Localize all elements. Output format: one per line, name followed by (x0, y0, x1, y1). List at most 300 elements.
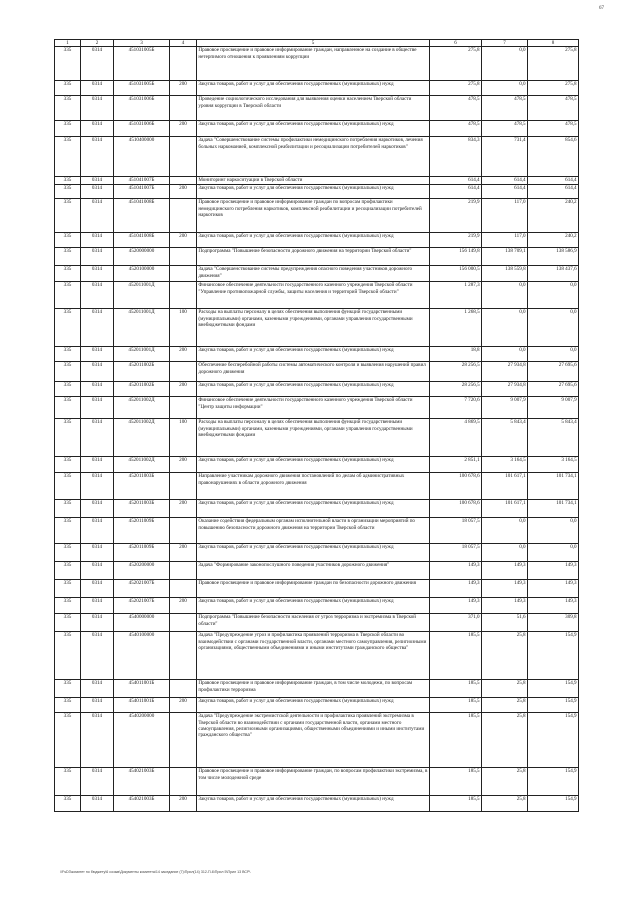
target-article-cell: 452011002Б (114, 382, 170, 397)
amount-year2-cell: 138 559,8 (482, 266, 528, 282)
table-body (55, 47, 579, 812)
expense-type-cell (170, 562, 197, 580)
table-row (55, 500, 579, 518)
table-row (55, 698, 579, 713)
target-article-cell: 452011002Д (114, 457, 170, 473)
budget-table (54, 39, 579, 812)
ministry-code-cell: 335 (55, 419, 81, 457)
target-article-cell: 454021003Б (114, 796, 170, 812)
ministry-code-cell: 335 (55, 96, 81, 121)
amount-year3-cell: 478,5 (528, 121, 579, 137)
ministry-code-cell: 335 (55, 614, 81, 632)
section-code-cell: 0314 (81, 544, 114, 562)
description-cell: Задача "Совершенствование системы профилактики немедицинского потребления наркотиков, лечения больных наркоманией, комплексной реабилитации и ресоциализации потребителей наркотиков" (197, 137, 430, 177)
expense-type-cell: 100 (170, 309, 197, 347)
amount-year3-cell: 154,9 (528, 796, 579, 812)
amount-year2-cell: 731,4 (482, 137, 528, 177)
ministry-code-cell: 335 (55, 473, 81, 500)
description-cell: Финансовое обеспечение деятельности государственного казенного учреждения Тверской области "Управление противопожарной службы, защиты населения и территорий Тверской области" (197, 282, 430, 309)
amount-year3-cell: 101 734,1 (528, 473, 579, 500)
amount-year1-cell: 100 678,6 (430, 473, 482, 500)
section-code-cell: 0314 (81, 266, 114, 282)
amount-year1-cell: 1 287,3 (430, 282, 482, 309)
description-cell: Расходы на выплаты персоналу в целях обеспечения выполнения функций государственными (муниципальными) органами, казенными учреждениями, органами управления государственными внебюджетными фондами (197, 309, 430, 347)
table-row (55, 199, 579, 233)
section-code-cell: 0314 (81, 81, 114, 96)
section-code-cell: 0314 (81, 698, 114, 713)
ministry-code-cell: 335 (55, 47, 81, 81)
description-cell: Задача "Предупреждение угроз и профилактика проявлений терроризма в Тверской области во взаимодействии с органами государственной власти, органами местного самоуправления, религиозными организациями, общественными объединениями и иными институтами гражданского общества" (197, 632, 430, 680)
ministry-code-cell: 335 (55, 796, 81, 812)
column-header: 3 (114, 40, 170, 47)
section-code-cell: 0314 (81, 47, 114, 81)
ministry-code-cell: 335 (55, 347, 81, 362)
amount-year2-cell: 0,0 (482, 544, 528, 562)
table-row (55, 47, 579, 81)
table-row (55, 518, 579, 544)
description-cell: Закупка товаров, работ и услуг для обеспечения государственных (муниципальных) нужд (197, 347, 430, 362)
section-code-cell: 0314 (81, 518, 114, 544)
amount-year3-cell: 0,0 (528, 544, 579, 562)
description-cell: Проведение социологического исследования для выявления оценки населением Тверской области уровня коррупции в Тверской области (197, 96, 430, 121)
description-cell: Правовое просвещение и правовое информирование граждан, направленное на создание в обществе нетерпимого отношения к проявлениям коррупции (197, 47, 430, 81)
expense-type-cell: 200 (170, 500, 197, 518)
amount-year2-cell: 51,6 (482, 614, 528, 632)
description-cell: Закупка товаров, работ и услуг для обеспечения государственных (муниципальных) нужд (197, 544, 430, 562)
ministry-code-cell: 335 (55, 199, 81, 233)
description-cell: Закупка товаров, работ и услуг для обеспечения государственных (муниципальных) нужд (197, 500, 430, 518)
amount-year3-cell: 149,3 (528, 598, 579, 614)
section-code-cell: 0314 (81, 121, 114, 137)
table-row (55, 457, 579, 473)
ministry-code-cell: 335 (55, 121, 81, 137)
expense-type-cell (170, 768, 197, 796)
amount-year3-cell: 614,4 (528, 185, 579, 199)
description-cell: Закупка товаров, работ и услуг для обеспечения государственных (муниципальных) нужд (197, 185, 430, 199)
section-code-cell: 0314 (81, 282, 114, 309)
ministry-code-cell: 335 (55, 680, 81, 698)
amount-year1-cell: 18 057,5 (430, 544, 482, 562)
amount-year1-cell: 219,9 (430, 199, 482, 233)
table-row (55, 680, 579, 698)
ministry-code-cell: 335 (55, 81, 81, 96)
amount-year1-cell: 1 268,5 (430, 309, 482, 347)
description-cell: Правовое просвещение и правовое информирование граждан по безопасности дорожного движения (197, 580, 430, 598)
target-article-cell: 451031006Б (114, 96, 170, 121)
table-row (55, 562, 579, 580)
ministry-code-cell: 335 (55, 309, 81, 347)
description-cell: Закупка товаров, работ и услуг для обеспечения государственных (муниципальных) нужд (197, 598, 430, 614)
expense-type-cell: 200 (170, 121, 197, 137)
amount-year1-cell: 834,3 (430, 137, 482, 177)
column-header: 8 (528, 40, 579, 47)
section-code-cell: 0314 (81, 768, 114, 796)
expense-type-cell (170, 518, 197, 544)
target-article-cell: 452011002Д (114, 397, 170, 419)
description-cell: Правовое просвещение и правовое информирование граждан по вопросам профилактики немедицинского потребления наркотиков, комплексной реабилитации и ресоциализации потребителей наркотиков (197, 199, 430, 233)
description-cell: Закупка товаров, работ и услуг для обеспечения государственных (муниципальных) нужд (197, 796, 430, 812)
amount-year2-cell: 478,5 (482, 96, 528, 121)
ministry-code-cell: 335 (55, 768, 81, 796)
expense-type-cell (170, 96, 197, 121)
amount-year3-cell: 614,4 (528, 177, 579, 185)
ministry-code-cell: 335 (55, 518, 81, 544)
target-article-cell: 451041008Б (114, 199, 170, 233)
column-number-row (55, 40, 579, 47)
section-code-cell: 0314 (81, 233, 114, 248)
target-article-cell: 4540200000 (114, 713, 170, 768)
ministry-code-cell: 335 (55, 362, 81, 382)
amount-year1-cell: 149,3 (430, 562, 482, 580)
description-cell: Расходы на выплаты персоналу в целях обеспечения выполнения функций государственными (муниципальными) органами, казенными учреждениями, органами управления государственными внебюджетными фондами (197, 419, 430, 457)
amount-year1-cell: 185,5 (430, 698, 482, 713)
section-code-cell: 0314 (81, 137, 114, 177)
target-article-cell: 451041008Б (114, 233, 170, 248)
expense-type-cell (170, 632, 197, 680)
amount-year3-cell: 27 695,6 (528, 382, 579, 397)
section-code-cell: 0314 (81, 199, 114, 233)
section-code-cell: 0314 (81, 382, 114, 397)
table-row (55, 347, 579, 362)
expense-type-cell (170, 473, 197, 500)
section-code-cell: 0314 (81, 457, 114, 473)
amount-year2-cell: 0,0 (482, 347, 528, 362)
expense-type-cell: 200 (170, 457, 197, 473)
expense-type-cell: 200 (170, 796, 197, 812)
amount-year2-cell: 25,8 (482, 698, 528, 713)
target-article-cell: 452011001Д (114, 347, 170, 362)
table-row (55, 419, 579, 457)
amount-year2-cell: 117,0 (482, 233, 528, 248)
table-row (55, 796, 579, 812)
table-row (55, 177, 579, 185)
description-cell: Направление участникам дорожного движения постановлений по делам об административных правонарушениях в области дорожного движения (197, 473, 430, 500)
amount-year1-cell: 2 851,1 (430, 457, 482, 473)
target-article-cell: 452011002Д (114, 419, 170, 457)
page-number: 67 (599, 6, 604, 11)
ministry-code-cell: 335 (55, 457, 81, 473)
description-cell: Закупка товаров, работ и услуг для обеспечения государственных (муниципальных) нужд (197, 121, 430, 137)
amount-year3-cell: 101 734,1 (528, 500, 579, 518)
target-article-cell: 452011002Б (114, 362, 170, 382)
description-cell: Задача "Предупреждение экстремистской деятельности и профилактика проявлений экстремизма в Тверской области во взаимодействии с органами государственной власти, органами местного самоуправления, религиозными организациями, общественными объединениями и иными институтами гражданского общества" (197, 713, 430, 768)
amount-year1-cell: 478,5 (430, 96, 482, 121)
section-code-cell: 0314 (81, 614, 114, 632)
amount-year3-cell: 0,0 (528, 309, 579, 347)
ministry-code-cell: 335 (55, 632, 81, 680)
table-row (55, 309, 579, 347)
amount-year3-cell: 149,3 (528, 580, 579, 598)
amount-year3-cell: 138 586,9 (528, 248, 579, 266)
amount-year2-cell: 614,4 (482, 185, 528, 199)
amount-year2-cell: 101 617,1 (482, 500, 528, 518)
amount-year3-cell: 138 437,6 (528, 266, 579, 282)
ministry-code-cell: 335 (55, 266, 81, 282)
table-row (55, 121, 579, 137)
column-header: 7 (482, 40, 528, 47)
target-article-cell: 4540000000 (114, 614, 170, 632)
ministry-code-cell: 335 (55, 137, 81, 177)
table-row (55, 96, 579, 121)
ministry-code-cell: 335 (55, 598, 81, 614)
amount-year2-cell: 117,0 (482, 199, 528, 233)
table-row (55, 473, 579, 500)
amount-year2-cell: 149,3 (482, 580, 528, 598)
expense-type-cell (170, 362, 197, 382)
target-article-cell: 4520100000 (114, 266, 170, 282)
description-cell: Закупка товаров, работ и услуг для обеспечения государственных (муниципальных) нужд (197, 382, 430, 397)
amount-year1-cell: 185,5 (430, 768, 482, 796)
target-article-cell: 452011001Д (114, 282, 170, 309)
description-cell: Правовое просвещение и правовое информирование граждан, по вопросам профилактики экстремизма, в том числе молодежной среде (197, 768, 430, 796)
target-article-cell: 4540100000 (114, 632, 170, 680)
amount-year2-cell: 0,0 (482, 309, 528, 347)
description-cell: Финансовое обеспечение деятельности государственного казенного учреждения Тверской области "Центр защиты информации" (197, 397, 430, 419)
table-row (55, 185, 579, 199)
amount-year2-cell: 27 934,8 (482, 362, 528, 382)
amount-year1-cell: 18,8 (430, 347, 482, 362)
amount-year1-cell: 100 678,6 (430, 500, 482, 518)
amount-year3-cell: 154,9 (528, 680, 579, 698)
description-cell: Закупка товаров, работ и услуг для обеспечения государственных (муниципальных) нужд (197, 457, 430, 473)
target-article-cell: 4520200000 (114, 562, 170, 580)
amount-year2-cell: 0,0 (482, 81, 528, 96)
table-row (55, 632, 579, 680)
target-article-cell: 451031005Б (114, 81, 170, 96)
column-header: 6 (430, 40, 482, 47)
expense-type-cell: 200 (170, 347, 197, 362)
ministry-code-cell: 335 (55, 580, 81, 598)
ministry-code-cell: 335 (55, 185, 81, 199)
expense-type-cell (170, 282, 197, 309)
description-cell: Подпрограмма "Повышение безопасности населения от угроз терроризма и экстремизма в Тверской области" (197, 614, 430, 632)
ministry-code-cell: 335 (55, 177, 81, 185)
amount-year3-cell: 5 843,4 (528, 419, 579, 457)
expense-type-cell: 200 (170, 233, 197, 248)
expense-type-cell (170, 397, 197, 419)
column-header: 5 (197, 40, 430, 47)
section-code-cell: 0314 (81, 680, 114, 698)
amount-year1-cell: 185,5 (430, 680, 482, 698)
section-code-cell: 0314 (81, 419, 114, 457)
expense-type-cell (170, 614, 197, 632)
amount-year1-cell: 28 256,5 (430, 382, 482, 397)
expense-type-cell (170, 177, 197, 185)
description-cell: Правовое просвещение и правовое информирование граждан, в том числе молодежи, по вопросам профилактики терроризма (197, 680, 430, 698)
description-cell: Закупка товаров, работ и услуг для обеспечения государственных (муниципальных) нужд (197, 233, 430, 248)
target-article-cell: 452011003Б (114, 473, 170, 500)
amount-year3-cell: 0,0 (528, 347, 579, 362)
description-cell: Обеспечение бесперебойной работы системы автоматического контроля и выявления нарушений правил дорожного движения (197, 362, 430, 382)
section-code-cell: 0314 (81, 562, 114, 580)
ministry-code-cell: 335 (55, 500, 81, 518)
section-code-cell: 0314 (81, 362, 114, 382)
amount-year3-cell: 149,3 (528, 562, 579, 580)
table-row (55, 768, 579, 796)
amount-year2-cell: 149,3 (482, 598, 528, 614)
expense-type-cell: 200 (170, 382, 197, 397)
section-code-cell: 0314 (81, 177, 114, 185)
section-code-cell: 0314 (81, 309, 114, 347)
amount-year2-cell: 25,8 (482, 796, 528, 812)
amount-year1-cell: 185,5 (430, 713, 482, 768)
amount-year3-cell: 154,9 (528, 768, 579, 796)
column-header: 1 (55, 40, 81, 47)
amount-year1-cell: 371,0 (430, 614, 482, 632)
amount-year1-cell: 275,8 (430, 81, 482, 96)
ministry-code-cell: 335 (55, 282, 81, 309)
section-code-cell: 0314 (81, 598, 114, 614)
amount-year2-cell: 25,8 (482, 768, 528, 796)
target-article-cell: 4520000000 (114, 248, 170, 266)
section-code-cell: 0314 (81, 632, 114, 680)
amount-year1-cell: 149,3 (430, 580, 482, 598)
table-row (55, 137, 579, 177)
ministry-code-cell: 335 (55, 397, 81, 419)
description-cell: Задача "Совершенствование системы предупреждения опасного поведения участников дорожного движения" (197, 266, 430, 282)
ministry-code-cell: 335 (55, 713, 81, 768)
section-code-cell: 0314 (81, 500, 114, 518)
expense-type-cell (170, 266, 197, 282)
amount-year3-cell: 154,9 (528, 632, 579, 680)
section-code-cell: 0314 (81, 397, 114, 419)
target-article-cell: 454011001Б (114, 698, 170, 713)
section-code-cell: 0314 (81, 713, 114, 768)
amount-year2-cell: 27 934,8 (482, 382, 528, 397)
amount-year1-cell: 156 149,8 (430, 248, 482, 266)
target-article-cell: 451031005Б (114, 47, 170, 81)
table-row (55, 362, 579, 382)
amount-year1-cell: 185,5 (430, 632, 482, 680)
expense-type-cell (170, 248, 197, 266)
section-code-cell: 0314 (81, 473, 114, 500)
table-row (55, 282, 579, 309)
expense-type-cell (170, 580, 197, 598)
target-article-cell: 452021007Б (114, 580, 170, 598)
description-cell: Оказание содействия федеральным органам исполнительной власти в организации мероприятий по повышению безопасности дорожного движения на территории Тверской области (197, 518, 430, 544)
amount-year2-cell: 614,4 (482, 177, 528, 185)
table-row (55, 544, 579, 562)
expense-type-cell: 200 (170, 185, 197, 199)
amount-year1-cell: 28 256,5 (430, 362, 482, 382)
target-article-cell: 452011009Б (114, 518, 170, 544)
amount-year1-cell: 219,9 (430, 233, 482, 248)
expense-type-cell: 200 (170, 81, 197, 96)
table-row (55, 397, 579, 419)
expense-type-cell: 200 (170, 598, 197, 614)
expense-type-cell: 100 (170, 419, 197, 457)
amount-year3-cell: 9 007,9 (528, 397, 579, 419)
target-article-cell: 452011003Б (114, 500, 170, 518)
amount-year2-cell: 5 843,4 (482, 419, 528, 457)
table-row (55, 614, 579, 632)
amount-year3-cell: 309,8 (528, 614, 579, 632)
target-article-cell: 454021003Б (114, 768, 170, 796)
amount-year3-cell: 240,2 (528, 199, 579, 233)
target-article-cell: 452011009Б (114, 544, 170, 562)
amount-year2-cell: 25,8 (482, 632, 528, 680)
expense-type-cell (170, 199, 197, 233)
expense-type-cell (170, 680, 197, 698)
description-cell: Подпрограмма "Повышение безопасности дорожного движения на территории Тверской области" (197, 248, 430, 266)
target-article-cell: 451041007Б (114, 185, 170, 199)
target-article-cell: 452021007Б (114, 598, 170, 614)
amount-year1-cell: 156 000,5 (430, 266, 482, 282)
amount-year3-cell: 154,9 (528, 698, 579, 713)
amount-year2-cell: 0,0 (482, 518, 528, 544)
amount-year2-cell: 149,3 (482, 562, 528, 580)
amount-year3-cell: 240,2 (528, 233, 579, 248)
ministry-code-cell: 335 (55, 248, 81, 266)
amount-year2-cell: 3 164,5 (482, 457, 528, 473)
table-row (55, 233, 579, 248)
amount-year3-cell: 3 164,5 (528, 457, 579, 473)
amount-year3-cell: 0,0 (528, 518, 579, 544)
amount-year2-cell: 9 007,9 (482, 397, 528, 419)
column-header: 2 (81, 40, 114, 47)
section-code-cell: 0314 (81, 248, 114, 266)
section-code-cell: 0314 (81, 96, 114, 121)
amount-year1-cell: 7 720,6 (430, 397, 482, 419)
expense-type-cell (170, 47, 197, 81)
expense-type-cell (170, 137, 197, 177)
file-path-footer: \\FsD3\комитет по бюджету\6 созыв\Документы комитета\14 заседание (7)\Прил(14) 312-П-6\Прил 5\Прил 13 ВСР\ (60, 870, 251, 874)
description-cell: Закупка товаров, работ и услуг для обеспечения государственных (муниципальных) нужд (197, 81, 430, 96)
expense-type-cell: 200 (170, 698, 197, 713)
expense-type-cell (170, 713, 197, 768)
ministry-code-cell: 335 (55, 544, 81, 562)
target-article-cell: 451031006Б (114, 121, 170, 137)
target-article-cell: 454011001Б (114, 680, 170, 698)
amount-year1-cell: 614,4 (430, 177, 482, 185)
amount-year2-cell: 478,5 (482, 121, 528, 137)
amount-year3-cell: 0,0 (528, 282, 579, 309)
table-row (55, 382, 579, 397)
budget-table-container (54, 39, 578, 812)
amount-year3-cell: 275,8 (528, 81, 579, 96)
amount-year1-cell: 18 057,5 (430, 518, 482, 544)
description-cell: Задача "Формирование законопослушного поведения участников дорожного движения" (197, 562, 430, 580)
amount-year1-cell: 614,4 (430, 185, 482, 199)
column-header: 4 (170, 40, 197, 47)
table-row (55, 713, 579, 768)
amount-year3-cell: 478,5 (528, 96, 579, 121)
amount-year1-cell: 149,3 (430, 598, 482, 614)
target-article-cell: 451041007Б (114, 177, 170, 185)
target-article-cell: 4510400000 (114, 137, 170, 177)
ministry-code-cell: 335 (55, 233, 81, 248)
amount-year3-cell: 154,9 (528, 713, 579, 768)
amount-year2-cell: 25,8 (482, 680, 528, 698)
amount-year2-cell: 101 617,1 (482, 473, 528, 500)
description-cell: Закупка товаров, работ и услуг для обеспечения государственных (муниципальных) нужд (197, 698, 430, 713)
target-article-cell: 452011001Д (114, 309, 170, 347)
amount-year2-cell: 0,0 (482, 282, 528, 309)
table-row (55, 248, 579, 266)
amount-year1-cell: 478,5 (430, 121, 482, 137)
table-row (55, 598, 579, 614)
amount-year3-cell: 275,8 (528, 47, 579, 81)
amount-year1-cell: 185,5 (430, 796, 482, 812)
amount-year1-cell: 4 869,5 (430, 419, 482, 457)
ministry-code-cell: 335 (55, 562, 81, 580)
section-code-cell: 0314 (81, 580, 114, 598)
amount-year2-cell: 25,8 (482, 713, 528, 768)
ministry-code-cell: 335 (55, 382, 81, 397)
amount-year3-cell: 27 695,6 (528, 362, 579, 382)
amount-year2-cell: 0,0 (482, 47, 528, 81)
amount-year1-cell: 275,8 (430, 47, 482, 81)
